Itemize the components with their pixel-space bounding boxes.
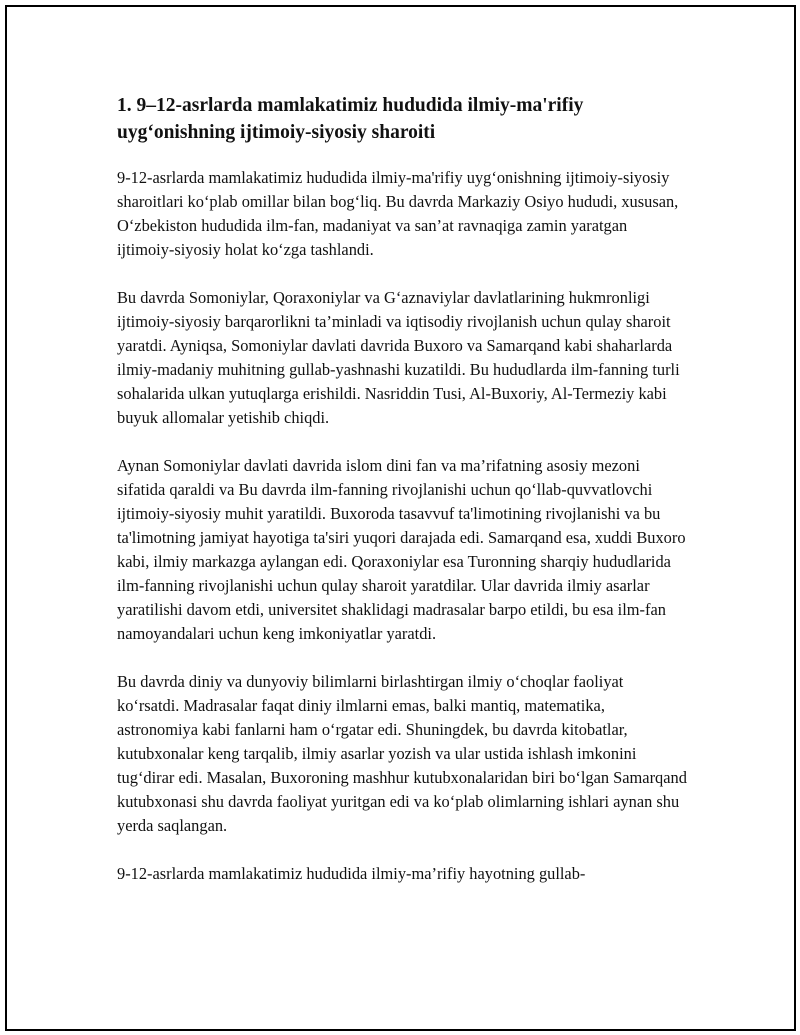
document-body bbox=[117, 92, 687, 910]
paragraph-5: 9-12-asrlarda mamlakatimiz hududida ilmiy-ma’rifiy hayotning gullab- bbox=[117, 864, 586, 883]
paragraph-1: 9-12-asrlarda mamlakatimiz hududida ilmiy-ma'rifiy uyg‘onishning ijtimoiy-siyosiy sharoitlari ko‘plab omillar bilan bog‘liq. Bu davrda Markaziy Osiyo hududi, xususan, O‘zbekiston hududida ilm-fan, madaniyat va san’at ravnaqiga zamin yaratgan ijtimoiy-siyosiy holat ko‘zga tashlandi. bbox=[117, 168, 679, 259]
paragraph-2: Bu davrda Somoniylar, Qoraxoniylar va G‘aznaviylar davlatlarining hukmronligi ijtimoiy-siyosiy barqarorlikni ta’minladi va iqtisodiy rivojlanish uchun qulay sharoit yaratdi. Ayniqsa, Somoniylar davlati davrida Buxoro va Samarqand kabi shaharlarda ilmiy-madaniy muhitning gullab-yashnashi kuzatildi. Bu hududlarda ilm-fanning turli sohalarida ulkan yutuqlarga erishildi. Nasriddin Tusi, Al-Buxoriy, Al-Termeziy kabi buyuk allomalar yetishib chiqdi. bbox=[117, 288, 680, 427]
section-heading: 1. 9–12-asrlarda mamlakatimiz hududida ilmiy-ma'rifiy uyg‘onishning ijtimoiy-siyosiy sharoiti bbox=[117, 95, 584, 143]
paragraph-3: Aynan Somoniylar davlati davrida islom dini fan va ma’rifatning asosiy mezoni sifatida qaraldi va Bu davrda ilm-fanning rivojlanishi uchun qo‘llab-quvvatlovchi ijtimoiy-siyosiy muhit yaratildi. Buxoroda tasavvuf ta'limotining rivojlanishi va bu ta'limotning jamiyat hayotiga ta'siri yuqori darajada edi. Samarqand esa, xuddi Buxoro kabi, ilmiy markazga aylangan edi. Qoraxoniylar esa Turonning sharqiy hududlarida ilm-fanning rivojlanishi uchun qulay sharoit yaratdilar. Ular davrida ilmiy asarlar yaratilishi davom etdi, universitet shaklidagi madrasalar barpo etildi, bu esa ilm-fan namoyandalari uchun keng imkoniyatlar yaratdi. bbox=[117, 456, 686, 643]
paragraph-4: Bu davrda diniy va dunyoviy bilimlarni birlashtirgan ilmiy o‘choqlar faoliyat ko‘rsatdi. Madrasalar faqat diniy ilmlarni emas, balki mantiq, matematika, astronomiya kabi fanlarni ham o‘rgatar edi. Shuningdek, bu davrda kitobatlar, kutubxonalar keng tarqalib, ilmiy asarlar yozish va ular ustida ishlash imkonini tug‘dirar edi. Masalan, Buxoroning mashhur kutubxonalaridan biri bo‘lgan Samarqand kutubxonasi shu davrda faoliyat yuritgan edi va ko‘plab olimlarning ishlari aynan shu yerda saqlangan. bbox=[117, 672, 687, 835]
